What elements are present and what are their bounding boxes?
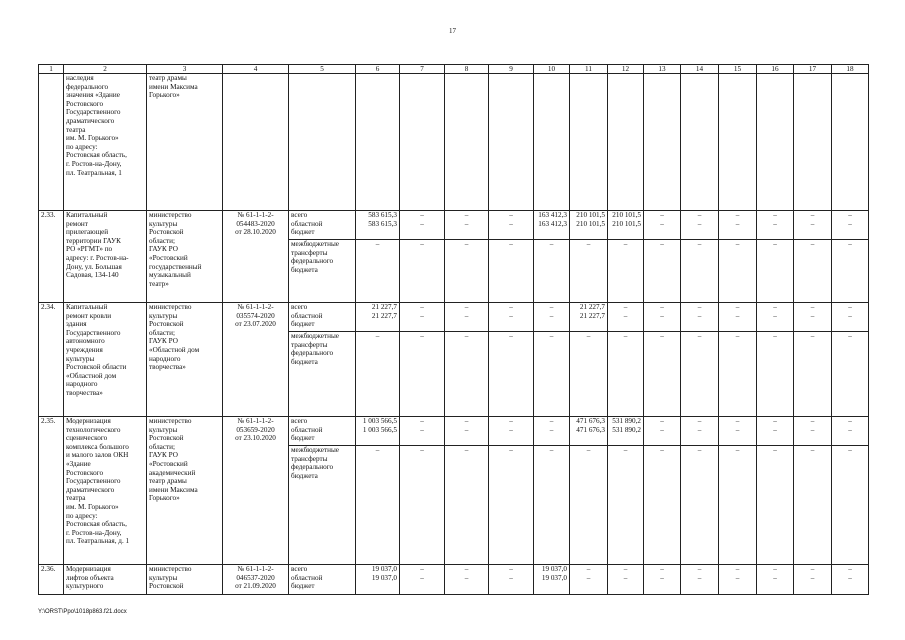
value-cell: [681, 417, 719, 446]
value-cell: –: [534, 240, 570, 303]
value-regional: –: [848, 220, 852, 228]
value-regional: –: [660, 220, 664, 228]
column-header: 13: [644, 65, 681, 74]
value-cell: [445, 303, 489, 332]
value-total: –: [464, 417, 469, 425]
value-cell: [489, 417, 534, 446]
value-cell: [832, 211, 869, 240]
page-number: 17: [449, 27, 456, 35]
document-cell: № 61-1-1-2- 053659-2020 от 23.10.2020: [223, 417, 289, 565]
value-total: –: [509, 211, 513, 219]
value-total: –: [660, 303, 664, 311]
value-total: –: [549, 303, 554, 311]
value-regional: 471 676,3: [576, 426, 605, 434]
value-cell: [757, 417, 794, 446]
value-total: –: [697, 303, 702, 311]
empty-cell: [445, 74, 489, 211]
value-regional: –: [810, 220, 815, 228]
value-cell: –: [608, 332, 644, 417]
value-cell: [644, 211, 681, 240]
value-cell: –: [832, 240, 869, 303]
value-cell: [832, 565, 869, 595]
value-total: –: [848, 303, 852, 311]
value-cell: –: [445, 332, 489, 417]
funding-source-cell: всего областной бюджет: [289, 211, 356, 240]
value-cell: [608, 303, 644, 332]
funding-source-cell: межбюджетные трансферты федерального бюджета: [289, 446, 356, 565]
value-cell: –: [832, 446, 869, 565]
value-cell: –: [719, 446, 757, 565]
value-total: 1 003 566,5: [362, 417, 397, 425]
value-total: –: [464, 211, 469, 219]
column-header: 5: [289, 65, 356, 74]
value-total: –: [464, 303, 469, 311]
value-total: 19 037,0: [371, 565, 397, 573]
value-total: –: [549, 417, 554, 425]
column-header: 18: [832, 65, 869, 74]
value-cell: –: [681, 332, 719, 417]
value-regional: –: [773, 312, 777, 320]
value-cell: –: [644, 240, 681, 303]
value-total: –: [735, 303, 740, 311]
table-row: [39, 211, 869, 240]
funding-source-cell: всего областной бюджет: [289, 417, 356, 446]
document-table-container: [38, 64, 868, 595]
value-cell: –: [794, 332, 832, 417]
value-cell: [757, 211, 794, 240]
value-cell: –: [534, 332, 570, 417]
value-regional: –: [697, 220, 702, 228]
row-id-cell: 2.33.: [39, 211, 64, 303]
value-cell: [534, 417, 570, 446]
value-total: 21 227,7: [579, 303, 605, 311]
value-total: –: [660, 417, 664, 425]
row-id-cell: 2.35.: [39, 417, 64, 565]
value-regional: –: [586, 574, 591, 582]
value-total: –: [660, 211, 664, 219]
value-cell: [400, 303, 445, 332]
value-total: –: [420, 211, 424, 219]
empty-cell: [794, 74, 832, 211]
value-regional: –: [697, 312, 702, 320]
value-cell: [400, 211, 445, 240]
value-cell: [794, 211, 832, 240]
value-regional: 163 412,3: [538, 220, 567, 228]
value-total: –: [810, 303, 815, 311]
value-cell: [681, 211, 719, 240]
value-regional: –: [660, 426, 664, 434]
value-cell: [534, 303, 570, 332]
value-regional: –: [464, 574, 469, 582]
value-total: –: [697, 565, 702, 573]
value-cell: [719, 303, 757, 332]
value-cell: [445, 211, 489, 240]
value-total: –: [810, 417, 815, 425]
value-regional: –: [464, 426, 469, 434]
value-total: –: [420, 417, 424, 425]
column-header: 6: [356, 65, 400, 74]
value-regional: 210 101,5: [612, 220, 641, 228]
value-total: –: [773, 303, 777, 311]
value-cell: [534, 211, 570, 240]
value-cell: [445, 417, 489, 446]
executor-cell: министерство культуры Ростовской: [147, 565, 223, 595]
value-cell: –: [644, 332, 681, 417]
column-header: 3: [147, 65, 223, 74]
value-cell: –: [400, 332, 445, 417]
value-cell: –: [489, 446, 534, 565]
row-id-cell: 2.36.: [39, 565, 64, 595]
value-total: –: [735, 211, 740, 219]
empty-cell: [757, 74, 794, 211]
value-regional: –: [848, 574, 852, 582]
value-regional: –: [697, 426, 702, 434]
value-cell: –: [445, 240, 489, 303]
value-cell: –: [681, 446, 719, 565]
value-cell: [570, 565, 608, 595]
value-cell: [794, 565, 832, 595]
row-id-cell: [39, 74, 64, 211]
empty-cell: [644, 74, 681, 211]
value-regional: 583 615,3: [368, 220, 397, 228]
value-cell: –: [719, 332, 757, 417]
value-total: –: [810, 211, 815, 219]
value-regional: –: [810, 312, 815, 320]
value-total: –: [420, 303, 424, 311]
value-cell: [719, 565, 757, 595]
value-cell: –: [570, 332, 608, 417]
value-regional: –: [848, 426, 852, 434]
value-cell: [356, 303, 400, 332]
value-cell: –: [644, 446, 681, 565]
value-cell: [719, 211, 757, 240]
value-cell: [644, 417, 681, 446]
value-regional: –: [509, 426, 513, 434]
program-table: [38, 64, 869, 595]
value-total: –: [735, 565, 740, 573]
value-cell: [489, 211, 534, 240]
value-cell: –: [489, 240, 534, 303]
value-cell: –: [445, 446, 489, 565]
value-regional: –: [509, 312, 513, 320]
value-total: 210 101,5: [576, 211, 605, 219]
column-header: 16: [757, 65, 794, 74]
table-row: [39, 565, 869, 595]
value-regional: –: [848, 312, 852, 320]
value-regional: 19 037,0: [541, 574, 567, 582]
value-total: –: [697, 417, 702, 425]
value-regional: 1 003 566,5: [362, 426, 397, 434]
value-cell: [534, 565, 570, 595]
row-id-cell: 2.34.: [39, 303, 64, 417]
value-regional: 21 227,7: [579, 312, 605, 320]
value-cell: [356, 417, 400, 446]
value-cell: –: [534, 446, 570, 565]
value-regional: –: [464, 312, 469, 320]
executor-cell: театр драмы имени Максима Горького»: [147, 74, 223, 211]
empty-cell: [534, 74, 570, 211]
table-row: [39, 417, 869, 446]
value-cell: –: [832, 332, 869, 417]
value-regional: –: [464, 220, 469, 228]
value-cell: [400, 565, 445, 595]
value-cell: –: [608, 240, 644, 303]
object-name-cell: Модернизация технологического сценического комплекса большого и малого залов ОКН «Здание Ростовского Государственного драматического театра им. М. Горького» по адресу: Ростовская область, г. Ростов-на-Дону, пл. Театральная, д. 1: [64, 417, 147, 565]
column-header: 11: [570, 65, 608, 74]
value-cell: –: [608, 446, 644, 565]
value-regional: 19 037,0: [371, 574, 397, 582]
value-cell: [832, 417, 869, 446]
value-regional: –: [735, 426, 740, 434]
executor-cell: министерство культуры Ростовской области; ГАУК РО «Областной дом народного творчества»: [147, 303, 223, 417]
file-path-footer: Y:\ORST\Ppo\1018p863.f21.docx: [38, 609, 127, 615]
column-header: 12: [608, 65, 644, 74]
value-cell: [681, 565, 719, 595]
value-regional: –: [660, 312, 664, 320]
value-total: –: [848, 211, 852, 219]
value-regional: 531 890,2: [612, 426, 641, 434]
continuation-row: [39, 74, 869, 211]
document-cell: № 61-1-1-2- 035574-2020 от 23.07.2020: [223, 303, 289, 417]
column-header: 2: [64, 65, 147, 74]
empty-cell: [570, 74, 608, 211]
value-cell: –: [400, 446, 445, 565]
executor-cell: министерство культуры Ростовской области; ГАУК РО «Ростовский государственный музыкальный театр»: [147, 211, 223, 303]
value-regional: –: [509, 574, 513, 582]
value-regional: –: [773, 426, 777, 434]
value-total: –: [810, 565, 815, 573]
table-row: [39, 303, 869, 332]
value-total: –: [586, 565, 591, 573]
executor-cell: министерство культуры Ростовской области; ГАУК РО «Ростовский академический театр драмы имени Максима Горького»: [147, 417, 223, 565]
value-cell: [644, 565, 681, 595]
value-cell: –: [570, 240, 608, 303]
value-total: 19 037,0: [541, 565, 567, 573]
value-total: –: [464, 565, 469, 573]
column-header: 1: [39, 65, 64, 74]
value-regional: –: [509, 220, 513, 228]
value-cell: [356, 565, 400, 595]
value-total: –: [773, 211, 777, 219]
value-total: –: [848, 417, 852, 425]
value-cell: [608, 211, 644, 240]
column-header: 4: [223, 65, 289, 74]
value-regional: –: [773, 220, 777, 228]
funding-source-cell: всего областной бюджет: [289, 565, 356, 595]
value-cell: –: [356, 240, 400, 303]
value-cell: [794, 417, 832, 446]
object-name-cell: Капитальный ремонт прилегающей территории ГАУК РО «РГМТ» по адресу: г. Ростов-на- Дону, ул. Большая Садовая, 134-140: [64, 211, 147, 303]
value-cell: –: [356, 332, 400, 417]
column-header: 9: [489, 65, 534, 74]
value-regional: –: [735, 312, 740, 320]
value-regional: –: [420, 312, 424, 320]
value-cell: [445, 565, 489, 595]
value-total: 583 615,3: [368, 211, 397, 219]
value-regional: –: [420, 220, 424, 228]
empty-cell: [356, 74, 400, 211]
funding-source-cell: межбюджетные трансферты федерального бюджета: [289, 240, 356, 303]
value-cell: [644, 303, 681, 332]
empty-cell: [719, 74, 757, 211]
column-header: 7: [400, 65, 445, 74]
value-total: 210 101,5: [612, 211, 641, 219]
column-header: 14: [681, 65, 719, 74]
value-regional: –: [623, 574, 628, 582]
document-cell: № 61-1-1-2- 054483-2020 от 28.10.2020: [223, 211, 289, 303]
empty-cell: [608, 74, 644, 211]
value-cell: [570, 417, 608, 446]
value-cell: –: [719, 240, 757, 303]
column-number-header-row: [39, 65, 869, 74]
value-cell: [794, 303, 832, 332]
column-header: 10: [534, 65, 570, 74]
value-cell: –: [489, 332, 534, 417]
value-total: 531 890,2: [612, 417, 641, 425]
value-total: –: [420, 565, 424, 573]
value-regional: –: [810, 574, 815, 582]
document-cell: № 61-1-1-2- 046537-2020 от 21.09.2020: [223, 565, 289, 595]
value-total: –: [773, 565, 777, 573]
value-regional: –: [660, 574, 664, 582]
column-header: 15: [719, 65, 757, 74]
object-name-cell: Модернизация лифтов объекта культурного: [64, 565, 147, 595]
value-total: –: [623, 303, 628, 311]
value-total: –: [735, 417, 740, 425]
value-cell: [356, 211, 400, 240]
value-regional: –: [697, 574, 702, 582]
value-total: 471 676,3: [576, 417, 605, 425]
value-cell: –: [400, 240, 445, 303]
value-total: –: [623, 565, 628, 573]
value-regional: –: [810, 426, 815, 434]
value-cell: [608, 565, 644, 595]
value-cell: –: [570, 446, 608, 565]
value-regional: –: [735, 220, 740, 228]
value-regional: –: [420, 426, 424, 434]
value-total: –: [509, 417, 513, 425]
value-regional: –: [735, 574, 740, 582]
empty-cell: [223, 74, 289, 211]
value-regional: –: [549, 426, 554, 434]
value-total: –: [509, 565, 513, 573]
value-total: –: [697, 211, 702, 219]
value-cell: [832, 303, 869, 332]
value-regional: 21 227,7: [371, 312, 397, 320]
funding-source-cell: межбюджетные трансферты федерального бюджета: [289, 332, 356, 417]
empty-cell: [832, 74, 869, 211]
value-cell: –: [356, 446, 400, 565]
value-regional: –: [420, 574, 424, 582]
value-cell: [570, 211, 608, 240]
value-cell: [719, 417, 757, 446]
value-cell: –: [757, 446, 794, 565]
value-cell: –: [757, 240, 794, 303]
empty-cell: [400, 74, 445, 211]
value-cell: [757, 565, 794, 595]
column-header: 17: [794, 65, 832, 74]
value-regional: –: [773, 574, 777, 582]
value-total: –: [509, 303, 513, 311]
value-cell: [608, 417, 644, 446]
value-cell: –: [794, 240, 832, 303]
value-total: 163 412,3: [538, 211, 567, 219]
value-cell: [757, 303, 794, 332]
value-total: 21 227,7: [371, 303, 397, 311]
value-total: –: [848, 565, 852, 573]
value-cell: [489, 303, 534, 332]
value-cell: –: [681, 240, 719, 303]
value-cell: –: [794, 446, 832, 565]
value-cell: –: [757, 332, 794, 417]
empty-cell: [681, 74, 719, 211]
value-cell: [570, 303, 608, 332]
value-regional: –: [549, 312, 554, 320]
empty-cell: [489, 74, 534, 211]
empty-cell: [289, 74, 356, 211]
value-regional: –: [623, 312, 628, 320]
value-cell: [400, 417, 445, 446]
object-name-cell: Капитальный ремонт кровли здания Государственного автономного учреждения культуры Ростовской области «Областной дом народного творчества»: [64, 303, 147, 417]
value-regional: 210 101,5: [576, 220, 605, 228]
value-cell: [681, 303, 719, 332]
column-header: 8: [445, 65, 489, 74]
funding-source-cell: всего областной бюджет: [289, 303, 356, 332]
value-cell: [489, 565, 534, 595]
value-total: –: [773, 417, 777, 425]
object-name-cell: наследия федерального значения «Здание Ростовского Государственного драматического театра им. М. Горького» по адресу: Ростовская область, г. Ростов-на-Дону, пл. Театральная, 1: [64, 74, 147, 211]
value-total: –: [660, 565, 664, 573]
